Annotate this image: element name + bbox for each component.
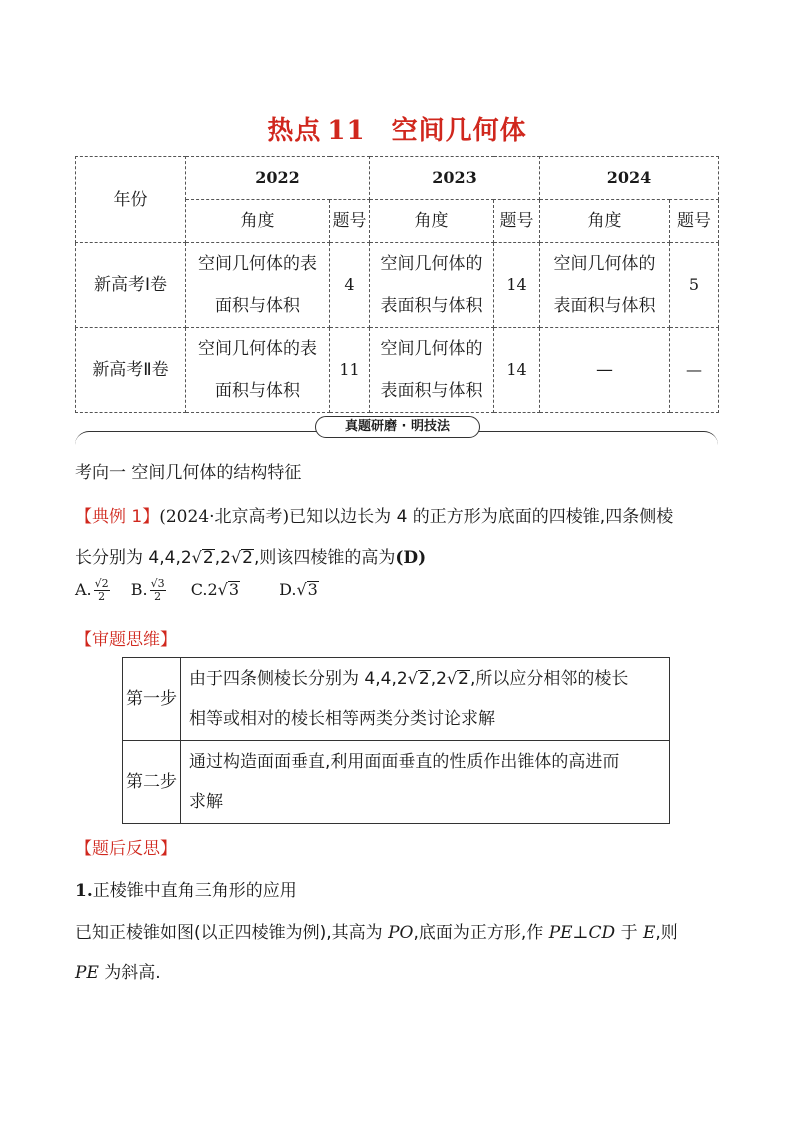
title-prefix: 热点 — [267, 116, 322, 146]
option-a: A. $\frac{√2}{2}$ — [75, 577, 109, 604]
year-2023: 2023 — [370, 157, 540, 200]
table-row — [123, 658, 670, 741]
page-title — [0, 110, 794, 147]
qnum-cell: 14 — [494, 328, 540, 413]
sub-qnum: 题号 — [330, 200, 370, 243]
angle-cell: 空间几何体的 表面积与体积 — [370, 243, 494, 328]
table-row — [76, 328, 719, 413]
option-b: B. $\frac{√3}{2}$ — [130, 577, 165, 604]
reflection-header: 【题后反思】 — [75, 839, 177, 859]
thinking-table — [122, 657, 670, 824]
title-number: 11 — [327, 116, 366, 146]
table-row — [76, 243, 719, 328]
sub-angle: 角度 — [186, 200, 330, 243]
qnum-cell: 14 — [494, 243, 540, 328]
option-c: C.2√3 — [190, 580, 240, 600]
row-label: 新高考Ⅰ卷 — [76, 243, 186, 328]
year-2022: 2022 — [186, 157, 370, 200]
angle-cell: — — [540, 328, 670, 413]
year-2024: 2024 — [540, 157, 719, 200]
example-tag: 【典例 1】 — [75, 507, 160, 527]
sub-angle: 角度 — [370, 200, 494, 243]
options-row — [75, 578, 725, 603]
angle-cell: 空间几何体的表 面积与体积 — [186, 328, 330, 413]
step-content: 由于四条侧棱长分别为 4,4,2√2,2√2,所以应分相邻的棱长 相等或相对的棱长相等两类分类讨论求解 — [181, 658, 670, 741]
reflection-point: 1.正棱锥中直角三角形的应用 — [75, 881, 297, 901]
banner-label: 真题研磨 · 明技法 — [315, 416, 480, 438]
reflection-line-1: 已知正棱锥如图(以正四棱锥为例),其高为 PO,底面为正方形,作 PE⊥CD 于 E,则 — [75, 923, 678, 943]
sub-angle: 角度 — [540, 200, 670, 243]
reflection-line-2: PE 为斜高. — [75, 963, 161, 983]
exam-stats-table — [75, 156, 719, 413]
angle-cell: 空间几何体的 表面积与体积 — [540, 243, 670, 328]
sub-qnum: 题号 — [670, 200, 719, 243]
angle-cell: 空间几何体的表 面积与体积 — [186, 243, 330, 328]
table-row — [123, 741, 670, 824]
sub-qnum: 题号 — [494, 200, 540, 243]
thinking-header: 【审题思维】 — [75, 630, 177, 650]
step-label: 第二步 — [123, 741, 181, 824]
row-label: 新高考Ⅱ卷 — [76, 328, 186, 413]
step-label: 第一步 — [123, 658, 181, 741]
angle-cell: 空间几何体的 表面积与体积 — [370, 328, 494, 413]
example-line-2: 长分别为 4,4,2√2,2√2,则该四棱锥的高为(D) — [75, 548, 427, 568]
year-header: 年份 — [76, 157, 186, 243]
section-heading: 考向一 空间几何体的结构特征 — [75, 463, 302, 483]
example-text: 已知以边长为 4 的正方形为底面的四棱锥,四条侧棱 — [289, 507, 674, 527]
step-content: 通过构造面面垂直,利用面面垂直的性质作出锥体的高进而 求解 — [181, 741, 670, 824]
example-line-1 — [75, 502, 725, 527]
qnum-cell: 4 — [330, 243, 370, 328]
title-text: 空间几何体 — [391, 116, 527, 146]
answer: (D) — [395, 548, 427, 568]
qnum-cell: — — [670, 328, 719, 413]
qnum-cell: 11 — [330, 328, 370, 413]
option-d: D.√3 — [279, 580, 318, 600]
example-source: (2024·北京高考) — [159, 507, 290, 527]
qnum-cell: 5 — [670, 243, 719, 328]
